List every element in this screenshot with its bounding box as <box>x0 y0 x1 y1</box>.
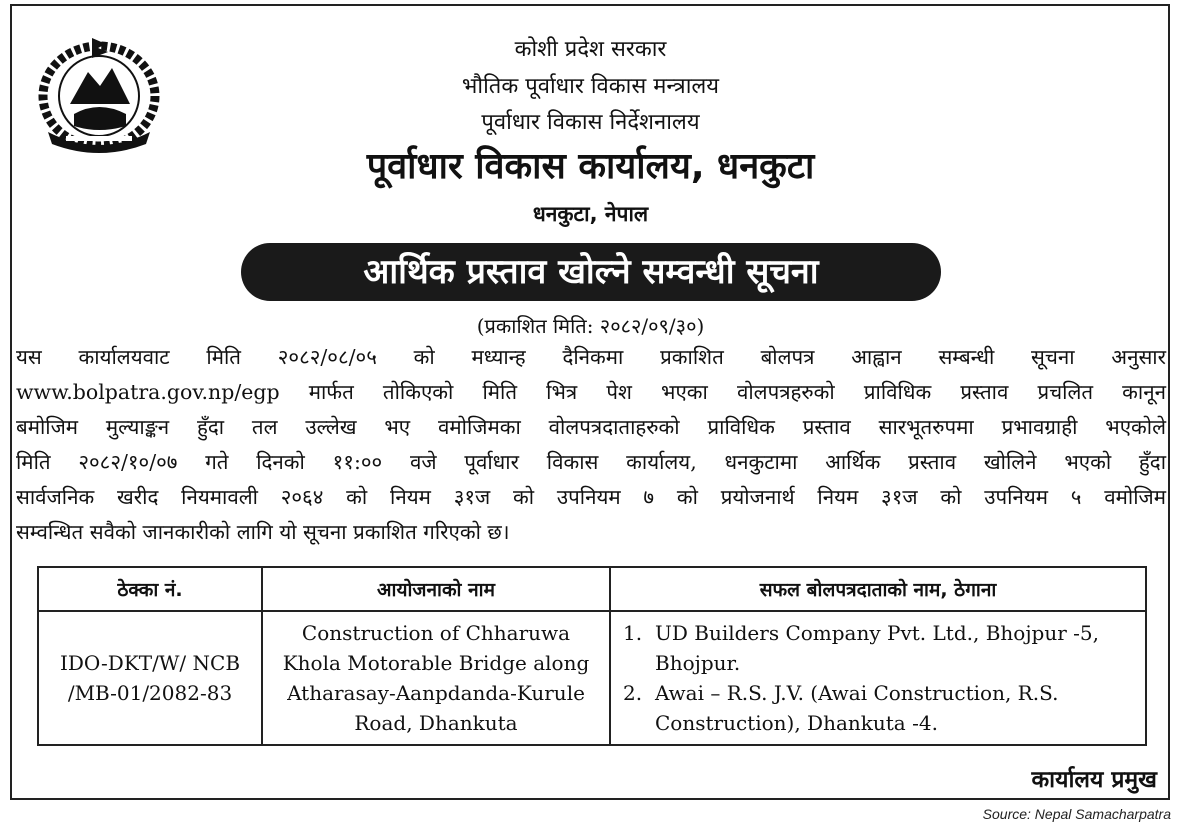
project-name-line: Construction of Chharuwa <box>301 621 571 645</box>
bidder-number: 2. <box>623 681 643 705</box>
list-item <box>615 678 1141 738</box>
body-line: सार्वजनिक खरीद नियमावली २०६४ को नियम ३१ज को उपनियम ७ को प्रयोजनार्थ नियम ३१ज को उपनियम ५ वमोजिम <box>16 485 1166 509</box>
column-header-bidder: सफल बोलपत्रदाताको नाम, ठेगाना <box>610 567 1146 611</box>
source-credit: Source: Nepal Samacharpatra <box>982 806 1171 822</box>
table-row <box>38 611 1146 745</box>
bidder-list <box>615 618 1141 738</box>
list-item <box>615 618 1141 678</box>
body-line: www.bolpatra.gov.np/egp मार्फत तोकिएको मिति भित्र पेश भएका वोलपत्रहरुको प्राविधिक प्रस्ताव प्रचलित कानून <box>16 380 1166 404</box>
bidder-name-line: Bhojpur. <box>655 651 741 675</box>
province-name: कोशी प्रदेश सरकार <box>514 37 667 62</box>
contract-number-cell <box>38 611 262 745</box>
ministry-name: भौतिक पूर्वाधार विकास मन्त्रालय <box>461 74 720 99</box>
notice-title: आर्थिक प्रस्ताव खोल्ने सम्वन्धी सूचना <box>241 243 941 301</box>
project-name-line: Road, Dhankuta <box>354 711 518 735</box>
office-address: धनकुटा, नेपाल <box>532 202 649 226</box>
contract-number-line: /MB-01/2082-83 <box>67 681 233 705</box>
column-header-contract-no: ठेक्का नं. <box>38 567 262 611</box>
body-line: बमोजिम मुल्याङ्कन हुँदा तल उल्लेख भए वमोजिमका वोलपत्रदाताहरुको प्राविधिक प्रस्ताव सारभूतरुपमा प्रभावग्राही भएकोले <box>16 415 1166 439</box>
column-header-project-name: आयोजनाको नाम <box>262 567 610 611</box>
bidder-name-line: Construction), Dhankuta -4. <box>655 711 938 735</box>
table-header-row <box>38 567 1146 611</box>
award-table <box>37 566 1147 746</box>
project-name-cell <box>262 611 610 745</box>
contract-number-line: IDO-DKT/W/ NCB <box>59 651 241 675</box>
bidder-number: 1. <box>623 621 643 645</box>
directorate-name: पूर्वाधार विकास निर्देशनालय <box>481 110 700 135</box>
office-name: पूर्वाधार विकास कार्यालय, धनकुटा <box>366 146 815 187</box>
bidder-name-line: UD Builders Company Pvt. Ltd., Bhojpur -5, <box>655 621 1099 645</box>
bidder-cell <box>610 611 1146 745</box>
project-name-line: Atharasay-Aanpdanda-Kurule <box>287 681 585 705</box>
body-line: सम्वन्धित सवैको जानकारीको लागि यो सूचना प्रकाशित गरिएको छ। <box>16 520 510 544</box>
project-name-line: Khola Motorable Bridge along <box>282 651 590 675</box>
bidder-name-line: Awai – R.S. J.V. (Awai Construction, R.S. <box>655 681 1059 705</box>
body-line: मिति २०८२/१०/०७ गते दिनको ११:०० वजे पूर्वाधार विकास कार्यालय, धनकुटामा आर्थिक प्रस्ताव खोलिने भएको हुँदा <box>16 450 1166 474</box>
body-line: यस कार्यालयवाट मिति २०८२/०८/०५ को मध्यान्ह दैनिकमा प्रकाशित बोलपत्र आह्वान सम्बन्धी सूचना अनुसार <box>16 345 1166 369</box>
published-date: (प्रकाशित मिति: २०८२/०९/३०) <box>476 314 705 338</box>
signatory-title: कार्यालय प्रमुख <box>1031 767 1157 793</box>
